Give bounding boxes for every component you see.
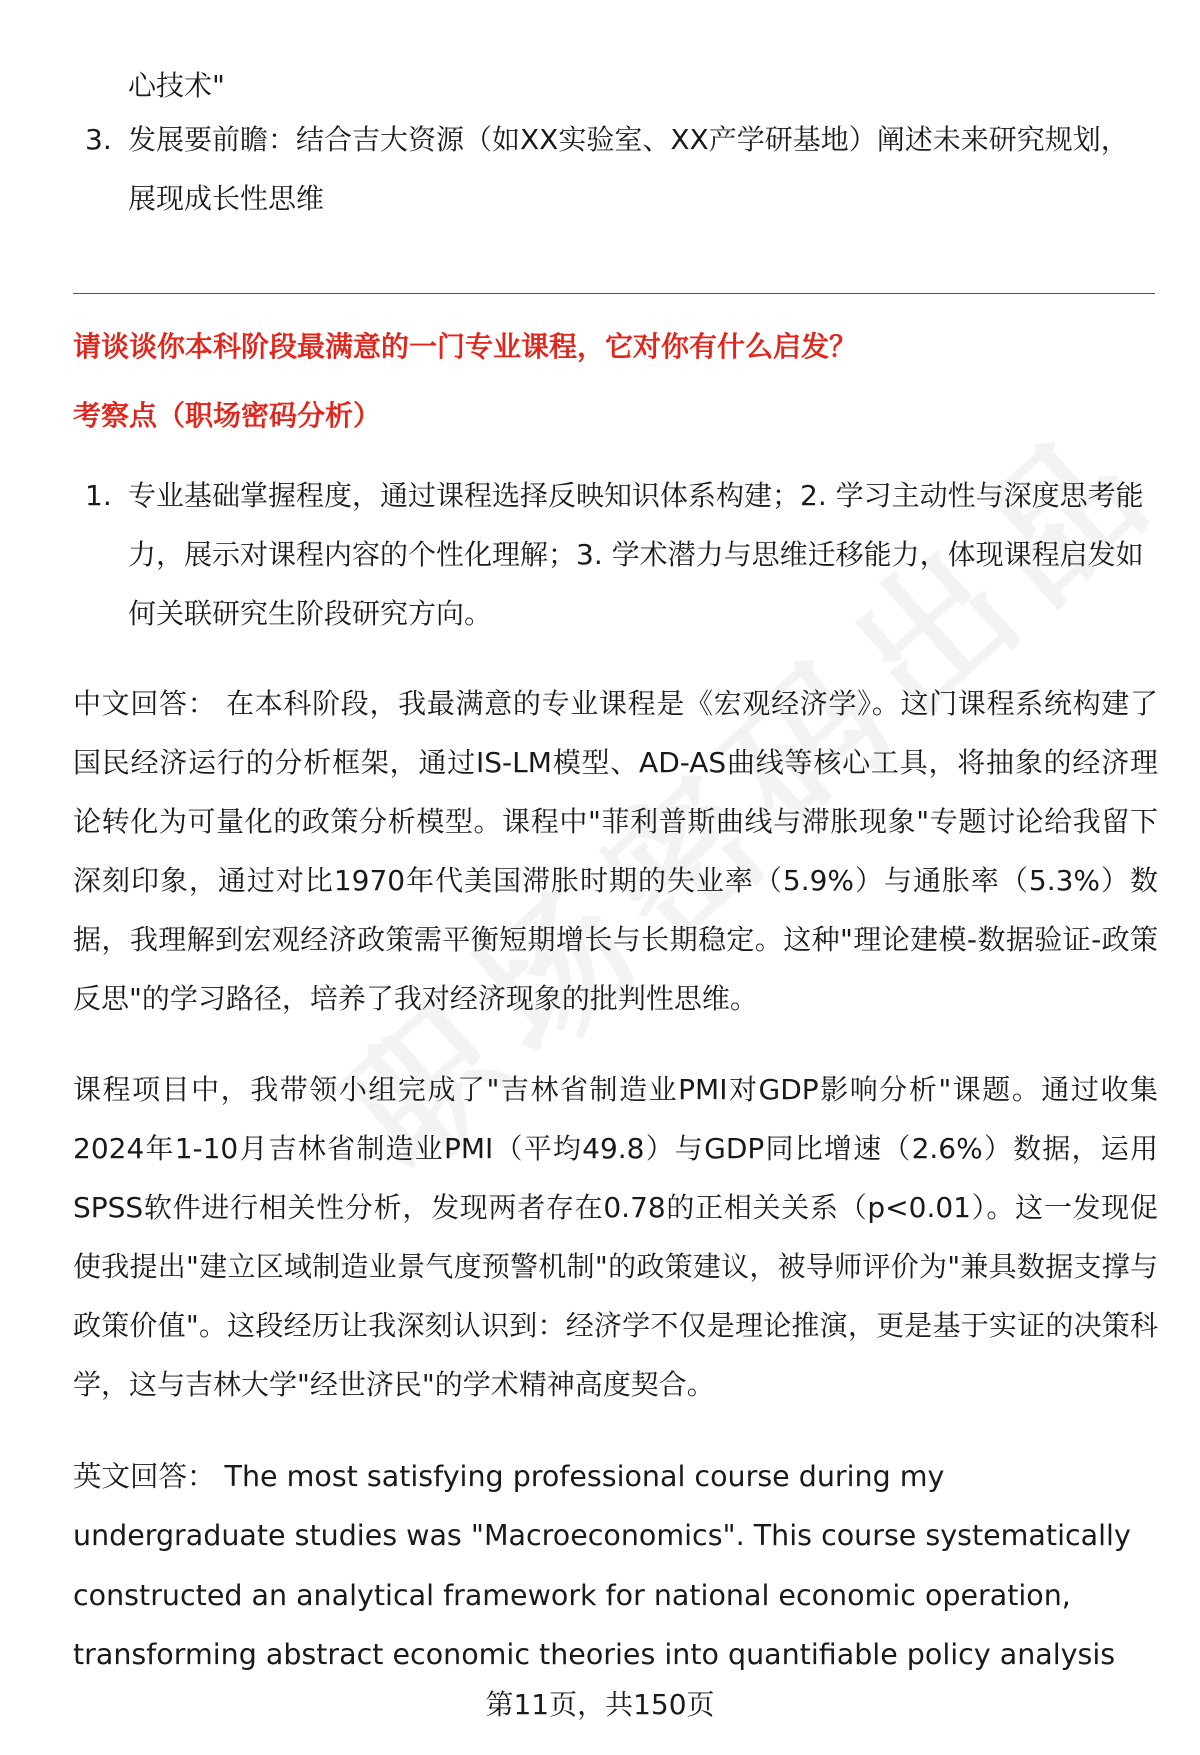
list-item-continuation: 心技术" <box>128 69 225 102</box>
section-divider <box>73 293 1155 294</box>
list-item-number: 1. <box>85 479 112 512</box>
english-answer-line: 英文回答： The most satisfying professional course during my <box>73 1460 945 1493</box>
list-item-number: 3. <box>85 123 112 156</box>
page-number-footer: 第11页，共150页 <box>485 1688 715 1721</box>
question-title: 请谈谈你本科阶段最满意的一门专业课程，它对你有什么启发？ <box>73 330 858 363</box>
english-answer-line: undergraduate studies was "Macroeconomics". This course systematically <box>73 1519 1131 1552</box>
english-answer-line: constructed an analytical framework for national economic operation, <box>73 1579 1071 1612</box>
section-subtitle: 考察点（职场密码分析） <box>73 399 382 432</box>
list-item-text: 发展要前瞻：结合吉大资源（如XX实验室、XX产学研基地）阐述未来研究规划，展现成长性思维 <box>128 123 1129 215</box>
chinese-answer-paragraph-2: 课程项目中，我带领小组完成了"吉林省制造业PMI对GDP影响分析"课题。通过收集2024年1-10月吉林省制造业PMI（平均49.8）与GDP同比增速（2.6%）数据，运用SPSS软件进行相关性分析，发现两者存在0.78的正相关关系（p<0.01）。这一发现促使我提出"建立区域制造业景气度预警机制"的政策建议，被导师评价为"兼具数据支撑与政策价值"。这段经历让我深刻认识到：经济学不仅是理论推演，更是基于实证的决策科学，这与吉林大学"经世济民"的学术精神高度契合。 <box>73 1073 1158 1401</box>
chinese-answer-paragraph-1: 中文回答： 在本科阶段，我最满意的专业课程是《宏观经济学》。这门课程系统构建了国民经济运行的分析框架，通过IS-LM模型、AD-AS曲线等核心工具，将抽象的经济理论转化为可量化的政策分析模型。课程中"菲利普斯曲线与滞胀现象"专题讨论给我留下深刻印象，通过对比1970年代美国滞胀时期的失业率（5.9%）与通胀率（5.3%）数据，我理解到宏观经济政策需平衡短期增长与长期稳定。这种"理论建模-数据验证-政策反思"的学习路径，培养了我对经济现象的批判性思维。 <box>73 687 1158 1015</box>
assessment-points: 专业基础掌握程度，通过课程选择反映知识体系构建；2. 学习主动性与深度思考能力，展示对课程内容的个性化理解；3. 学术潜力与思维迁移能力，体现课程启发如何关联研究生阶段研究方向。 <box>128 479 1144 630</box>
english-answer-line: transforming abstract economic theories into quantifiable policy analysis <box>73 1638 1116 1671</box>
